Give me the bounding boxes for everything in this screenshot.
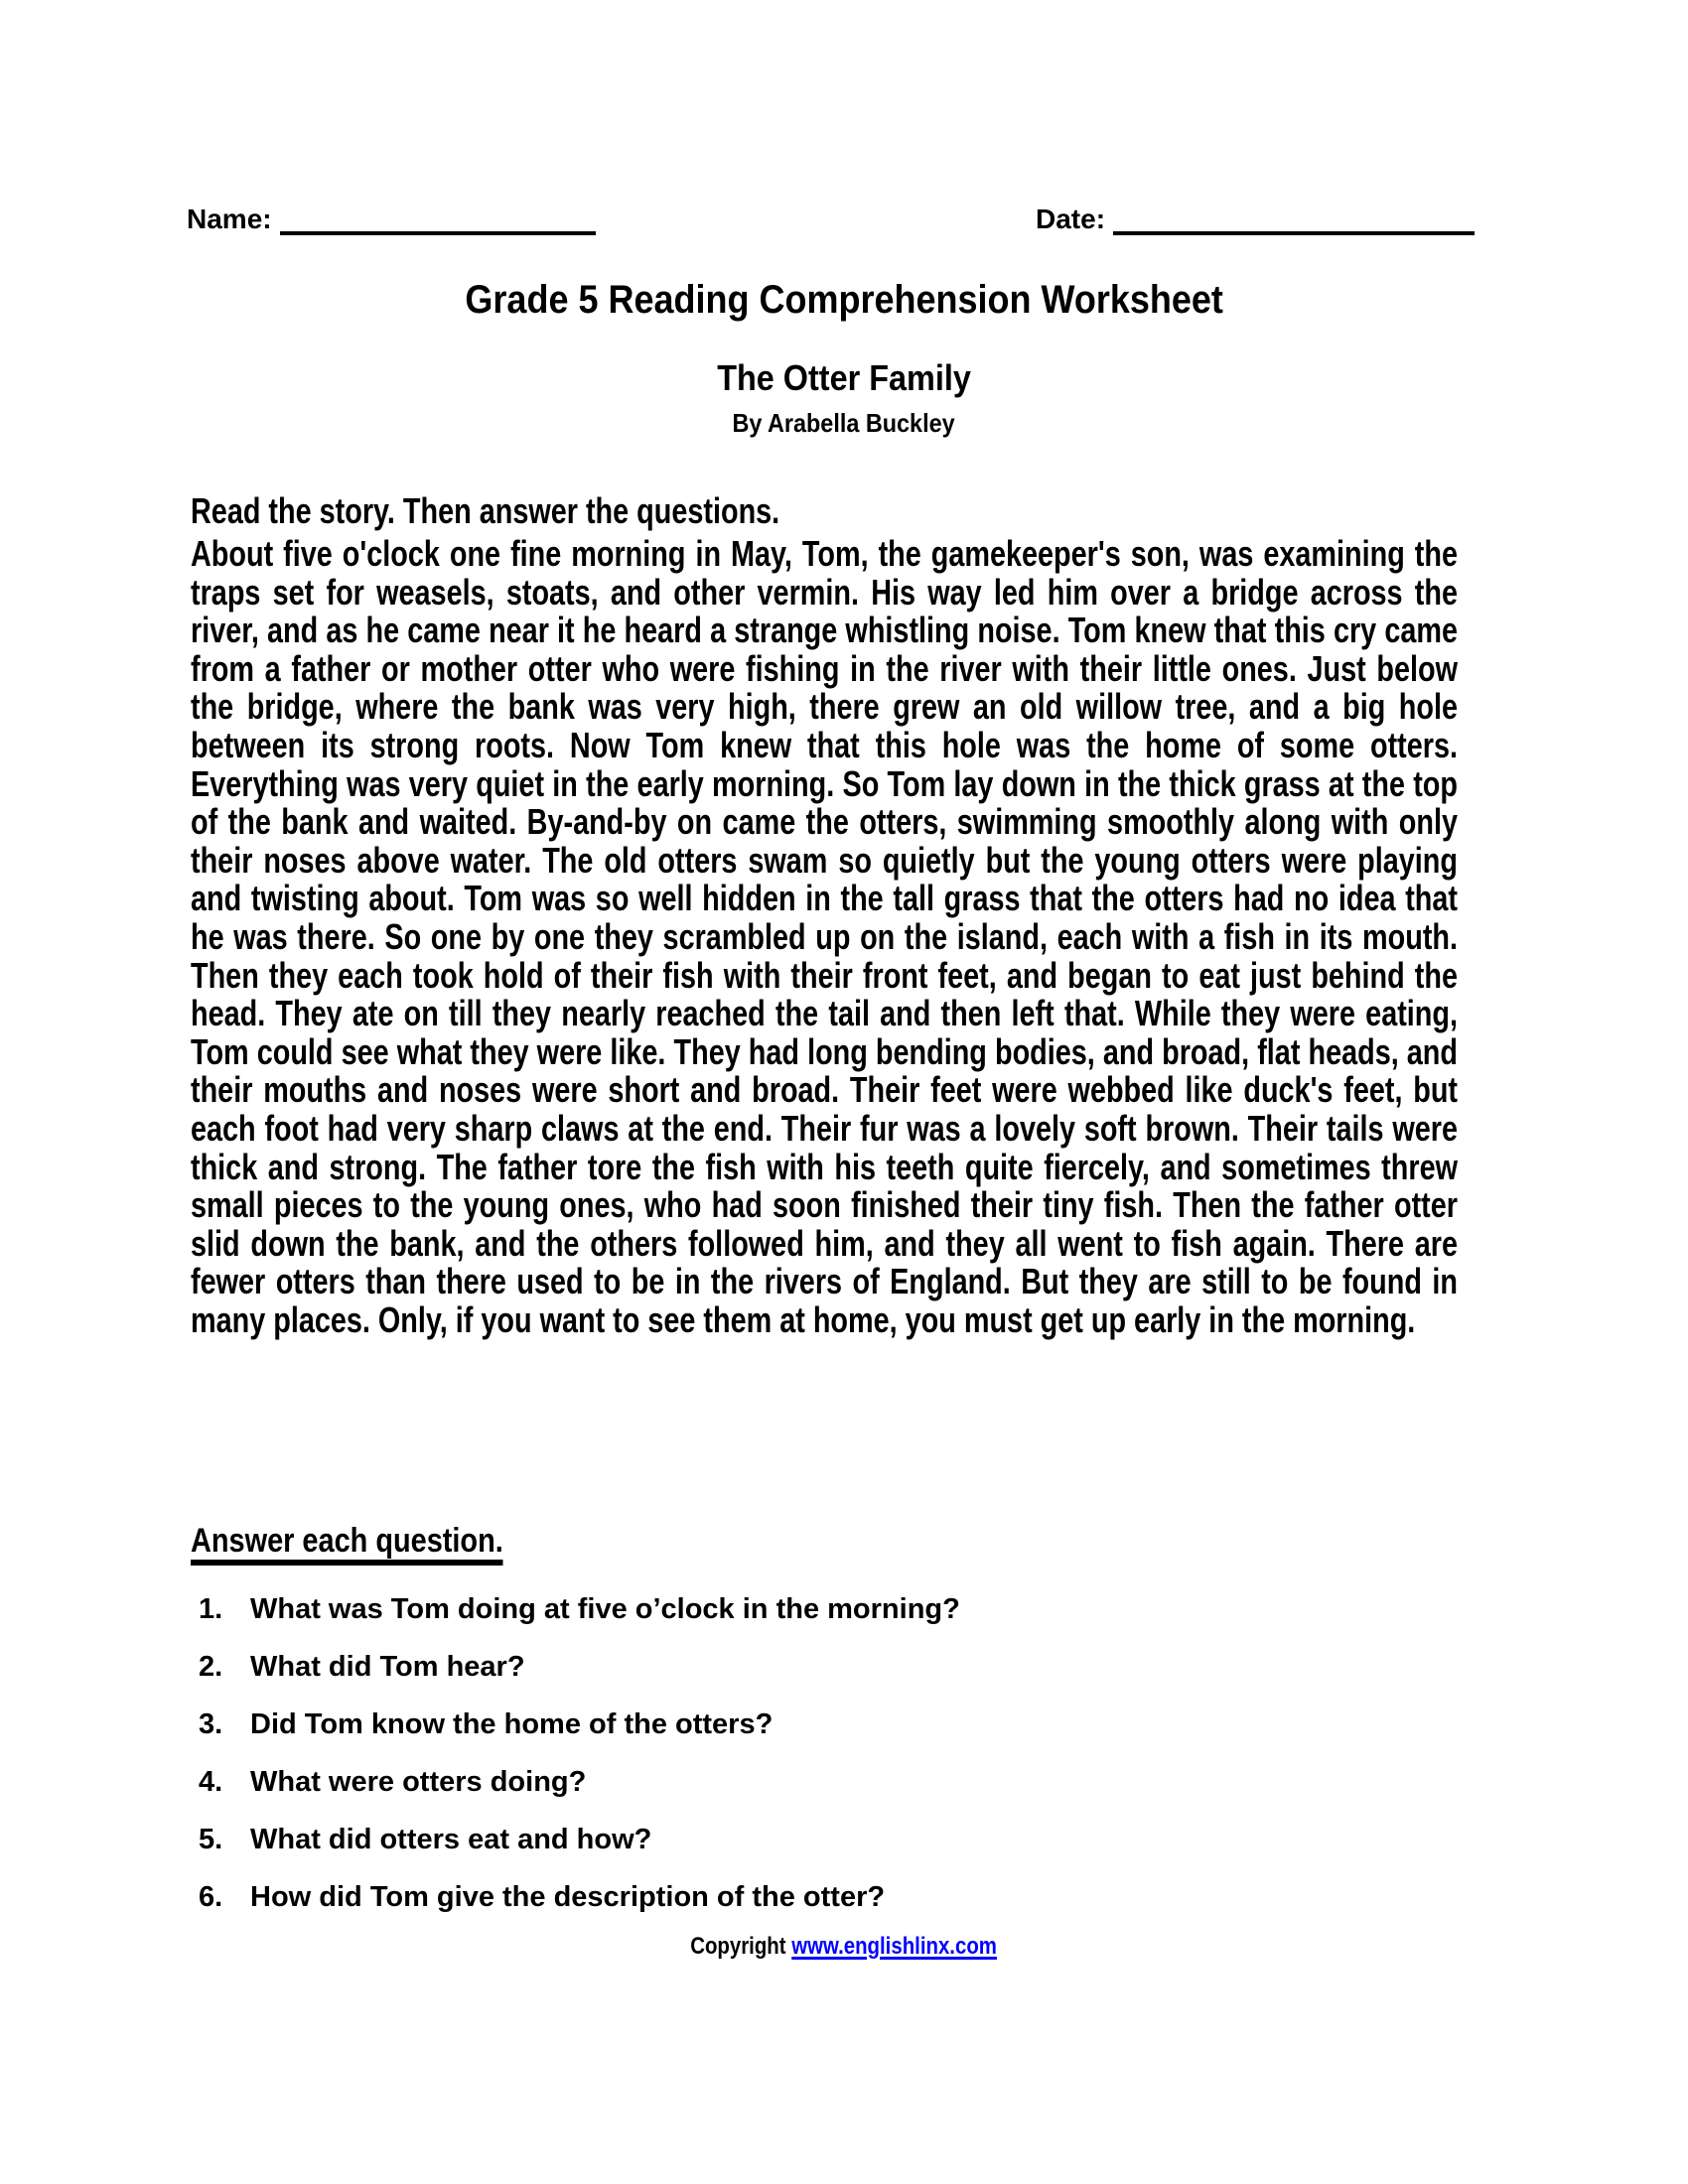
name-blank-line bbox=[280, 204, 596, 235]
story-title: The Otter Family bbox=[717, 357, 971, 398]
byline-row bbox=[0, 409, 1688, 437]
story-text: About five o'clock one fine morning in May, Tom, the gamekeeper's son, was examining the traps set for weasels, stoats, and other vermin. His way led him over a bridge across the river, and as he came near it he heard a strange whistling noise. Tom knew that this cry came from a father or mother otter who were fishing in the river with their little ones. Just below the bridge, where the bank was very high, there grew an old willow tree, and a big hole between its strong roots. Now Tom knew that this hole was the home of some otters. Everything was very quiet in the early morning. So Tom lay down in the thick grass at the top of the bank and waited. By-and-by on came the otters, swimming smoothly along with only their noses above water. The old otters swam so quietly but the young otters were playing and twisting about. Tom was so well hidden in the tall grass that the otters had no idea that he was there. So one by one they scrambled up on the island, each with a fish in its mouth. Then they each took hold of their fish with their front feet, and began to eat just behind the head. They ate on till they nearly reached the tail and then left that. While they were eating, Tom could see what they were like. They had long bending bodies, and broad, flat heads, and their mouths and noses were short and broad. Their feet were webbed like duck's feet, but each foot had very sharp claws at the end. Their fur was a lovely soft brown. Their tails were thick and strong. The father tore the fish with his teeth quite fiercely, and sometimes threw small pieces to the young ones, who had soon finished their tiny fish. Then the father otter slid down the bank, and the others followed him, and they all went to fish again. There are fewer otters than there used to be in the rivers of England. But they are still to be found in many places. Only, if you want to see them at home, you must get up early in the morning. bbox=[191, 533, 1458, 1340]
question-item-6 bbox=[199, 1882, 960, 1913]
date-blank-line bbox=[1113, 204, 1475, 235]
question-number: 2. bbox=[199, 1651, 223, 1683]
question-text: What were otters doing? bbox=[250, 1766, 587, 1798]
question-text: What was Tom doing at five o’clock in the morning? bbox=[250, 1593, 960, 1625]
question-item-1 bbox=[199, 1594, 960, 1625]
byline: By Arabella Buckley bbox=[732, 408, 956, 438]
date-field bbox=[1036, 204, 1475, 235]
copyright-label: Copyright bbox=[690, 1933, 786, 1960]
question-text: Did Tom know the home of the otters? bbox=[250, 1708, 774, 1740]
instructions: Read the story. Then answer the questions. bbox=[191, 490, 780, 531]
question-item-3 bbox=[199, 1709, 960, 1740]
copyright-link[interactable]: www.englishlinx.com bbox=[791, 1933, 998, 1960]
question-number: 4. bbox=[199, 1766, 223, 1798]
question-number: 6. bbox=[199, 1881, 223, 1913]
question-item-4 bbox=[199, 1767, 960, 1798]
worksheet-title-row bbox=[0, 279, 1688, 321]
worksheet-title: Grade 5 Reading Comprehension Worksheet bbox=[465, 278, 1223, 322]
date-label: Date: bbox=[1036, 204, 1106, 234]
question-item-5 bbox=[199, 1825, 960, 1855]
question-number: 3. bbox=[199, 1708, 223, 1740]
questions-list bbox=[199, 1594, 960, 1913]
question-text: What did Tom hear? bbox=[250, 1651, 525, 1683]
question-number: 1. bbox=[199, 1593, 223, 1625]
story-title-row bbox=[0, 359, 1688, 397]
questions-heading: Answer each question. bbox=[191, 1523, 503, 1566]
footer bbox=[0, 1934, 1688, 1960]
name-label: Name: bbox=[187, 204, 272, 234]
name-field bbox=[187, 204, 596, 235]
question-text: What did otters eat and how? bbox=[250, 1824, 652, 1855]
question-number: 5. bbox=[199, 1824, 223, 1855]
question-text: How did Tom give the description of the otter? bbox=[250, 1881, 886, 1913]
question-item-2 bbox=[199, 1652, 960, 1683]
